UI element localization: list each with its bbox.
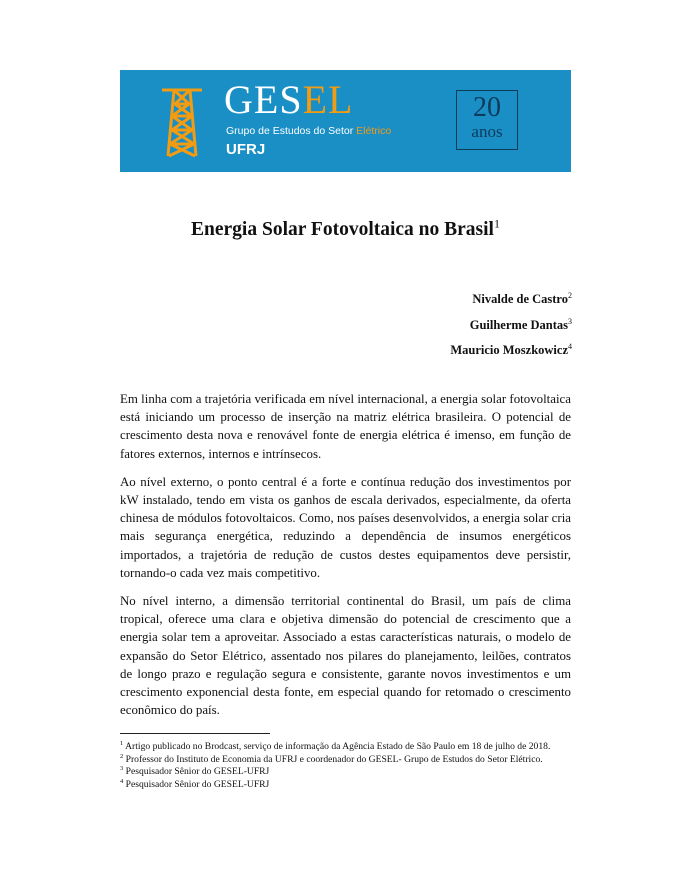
header-banner bbox=[120, 70, 571, 172]
transmission-tower-icon bbox=[160, 84, 204, 158]
author-2: Guilherme Dantas$^3$ bbox=[469, 316, 572, 332]
document-title: Energia Solar Fotovoltaica no Brasil$^1$ bbox=[191, 216, 500, 240]
body-text bbox=[120, 390, 571, 729]
footnotes bbox=[120, 741, 571, 791]
logo-wordmark: GESEL bbox=[224, 77, 354, 122]
anniversary-badge bbox=[456, 90, 518, 150]
paragraph: Ao nível externo, o ponto central é a forte e contínua redução dos investimentos por kW instalado, tendo em vista os ganhos de escala derivados, especialmente, da oferta chinesa de módulos fotovoltaicos. Como, nos países desenvolvidos, a energia solar cria mais segurança energética, reduzindo a dependência de insumos energéticos importados, a trajetória de redução de custos destes equipamentos deve persistir, tornando-o cada vez mais competitivo. bbox=[120, 474, 571, 580]
footnote: $^2$ Professor do Instituto de Economia da UFRJ e coordenador do GESEL- Grupo de Estudos do Setor Elétrico. bbox=[120, 752, 543, 765]
logo-institution: UFRJ bbox=[226, 141, 266, 158]
footnote: $^4$ Pesquisador Sênior do GESEL-UFRJ bbox=[120, 777, 270, 790]
footnote: $^3$ Pesquisador Sênior do GESEL-UFRJ bbox=[120, 764, 270, 777]
author-1: Nivalde de Castro$^2$ bbox=[472, 290, 572, 306]
anniversary-number: 20 bbox=[473, 92, 501, 123]
paragraph: No nível interno, a dimensão territorial continental do Brasil, um país de clima tropical, oferece uma clara e objetiva dimensão do potencial de crescimento que a energia solar tem a aproveitar. Associado a estas características naturais, o modelo de expansão do Setor Elétrico, assentado nos pilares do planejamento, leilões, contratos de longo prazo e regulação segura e consistente, garante novos investimentos e um crescimento exponencial desta fonte, em especial quando for retomado o crescimento econômico do país. bbox=[120, 594, 571, 718]
footnote-divider bbox=[120, 733, 270, 734]
anniversary-word: anos bbox=[471, 122, 503, 141]
author-3: Mauricio Moszkowicz$^4$ bbox=[450, 341, 572, 357]
footnote: $^1$ Artigo publicado no Brodcast, serviço de informação da Agência Estado de São Paulo em 18 de julho de 2018. bbox=[120, 739, 551, 752]
title-footnote-mark: 1 bbox=[493, 216, 500, 231]
logo-subtitle: Grupo de Estudos do Setor Elétrico bbox=[226, 125, 392, 137]
paragraph: Em linha com a trajetória verificada em nível internacional, a energia solar fotovoltaica está iniciando um processo de inserção na matriz elétrica brasileira. O potencial de crescimento desta nova e renovável fonte de energia elétrica é imenso, em função de fatores externos, internos e intrínsecos. bbox=[120, 392, 571, 461]
